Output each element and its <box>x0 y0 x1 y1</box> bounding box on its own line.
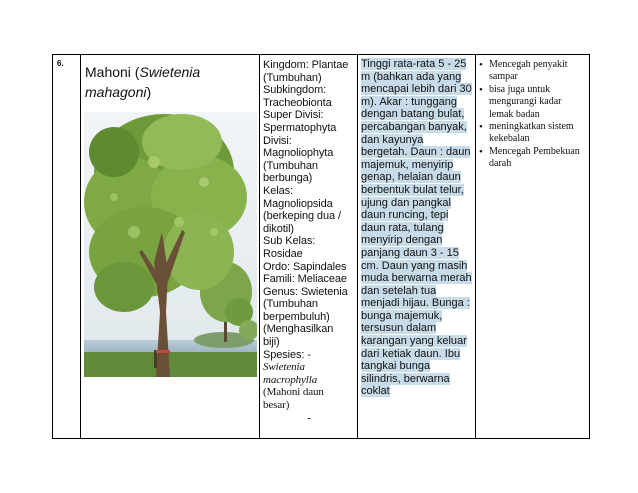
benefit-item: • Mencegah penyakit sampar <box>479 59 587 84</box>
mahogany-tree-photo <box>84 112 257 377</box>
taxonomy-line: berpembuluh) <box>263 310 330 323</box>
taxonomy-line: Magnoliopsida <box>263 197 333 210</box>
taxonomy-line: Sub Kelas: <box>263 235 316 248</box>
species-name-line: macrophylla <box>263 373 318 386</box>
benefit-item: • Mencegah Pembekuan darah <box>479 146 587 171</box>
plant-common-name: Mahoni <box>85 64 131 80</box>
taxonomy-line: Genus: Swietenia <box>263 285 348 298</box>
taxonomy-line: Subkingdom: <box>263 84 327 97</box>
plant-name: Mahoni (Swietenia mahagoni) <box>85 64 201 100</box>
species-common-line: (Mahoni daun <box>263 386 324 399</box>
taxonomy-line: Kelas: <box>263 184 293 197</box>
taxonomy-line: Spesies: - <box>263 348 311 361</box>
taxonomy-dash: - <box>307 411 311 424</box>
species-common-line: besar) <box>263 399 290 412</box>
taxonomy-line: Spermatophyta <box>263 121 337 134</box>
description-cell <box>358 55 476 439</box>
taxonomy-cell <box>260 55 358 439</box>
taxonomy-line: (berkeping dua / <box>263 210 341 223</box>
taxonomy-line: Super Divisi: <box>263 109 324 122</box>
tree-illustration <box>84 112 257 377</box>
taxonomy-line: dikotil) <box>263 222 294 235</box>
description-text <box>358 55 475 398</box>
taxonomy-line: (Tumbuhan) <box>263 71 322 84</box>
taxonomy-line: biji) <box>263 336 280 349</box>
benefits-cell <box>476 55 590 439</box>
taxonomy-line: Tracheobionta <box>263 96 332 109</box>
row-number: 6. <box>57 59 64 68</box>
row-number-cell <box>53 55 81 439</box>
taxonomy-line: Divisi: <box>263 134 292 147</box>
plant-scientific-name: Swietenia mahagoni <box>85 64 201 100</box>
taxonomy-line: berbunga) <box>263 172 313 185</box>
taxonomy-line: (Tumbuhan <box>263 298 318 311</box>
taxonomy-line: Magnoliophyta <box>263 147 334 160</box>
taxonomy-line: (Menghasilkan <box>263 323 334 336</box>
species-name-line: Swietenia <box>263 361 305 374</box>
table-row <box>53 55 590 439</box>
benefit-item: • bisa juga untuk mengurangi kadar lemak badan <box>479 84 587 121</box>
plant-name-cell <box>81 55 260 439</box>
benefit-item: • meningkatkan sistem kekebalan <box>479 121 587 146</box>
plant-table <box>52 54 590 439</box>
taxonomy-line: Kingdom: Plantae <box>263 59 349 71</box>
taxonomy-list <box>260 55 357 424</box>
taxonomy-line: Famili: Meliaceae <box>263 273 347 286</box>
description-highlighted: Tinggi rata-rata 5 - 25 m (bahkan ada yang mencapai lebih dari 30 m). Akar : tunggang dengan batang bulat, percabangan banyak, dan kayunya bergetah. Daun : daun majemuk, menyirip genap, helaian daun berbentuk bulat telur, ujung dan pangkal daun runcing, tepi daun rata, tulang menyirip dengan panjang daun 3 - 15 cm. Daun yang masih muda berwarna merah dan setelah tua menjadi hijau. Bunga : bunga majemuk, tersusun dalam karangan yang keluar dari ketiak daun. Ibu tangkai bunga silindris, berwarna coklat <box>361 58 472 398</box>
taxonomy-line: (Tumbuhan <box>263 159 318 172</box>
benefits-list <box>476 55 589 171</box>
taxonomy-line: Ordo: Sapindales <box>263 260 347 273</box>
taxonomy-line: Rosidae <box>263 247 303 260</box>
